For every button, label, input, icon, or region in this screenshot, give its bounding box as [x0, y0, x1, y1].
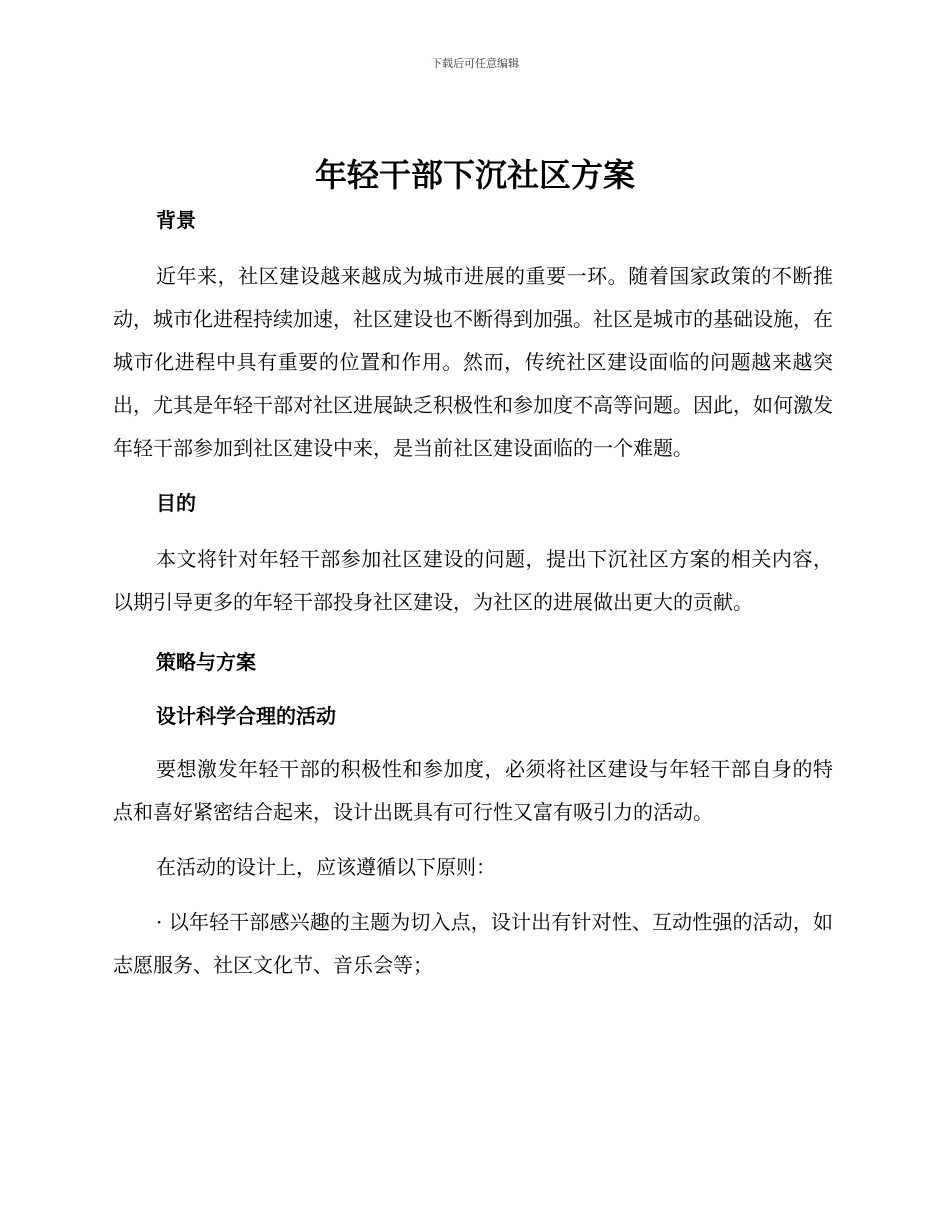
section-heading-activities: 设计科学合理的活动: [156, 704, 336, 728]
list-item: · 以年轻干部感兴趣的主题为切入点，设计出有针对性、互动性强的活动，如志愿服务、社区文化节、音乐会等；: [113, 910, 833, 977]
document-body: [113, 200, 833, 987]
document-title: 年轻干部下沉社区方案: [314, 156, 635, 194]
paragraph-purpose: 本文将针对年轻干部参加社区建设的问题，提出下沉社区方案的相关内容，以期引导更多的年轻干部投身社区建设，为社区的进展做出更大的贡献。: [113, 547, 833, 614]
paragraph-activities-1: 要想激发年轻干部的积极性和参加度，必须将社区建设与年轻干部自身的特点和喜好紧密结合起来，设计出既具有可行性又富有吸引力的活动。: [113, 757, 833, 824]
paragraph-activities-2: 在活动的设计上，应该遵循以下原则：: [156, 855, 496, 879]
header-note: 下载后可任意编辑: [431, 57, 519, 70]
paragraph-background: 近年来，社区建设越来越成为城市进展的重要一环。随着国家政策的不断推动，城市化进程持续加速，社区建设也不断得到加强。社区是城市的基础设施，在城市化进程中具有重要的位置和作用。然而，传统社区建设面临的问题越来越突出，尤其是年轻干部对社区进展缺乏积极性和参加度不高等问题。因此，如何激发年轻干部参加到社区建设中来，是当前社区建设面临的一个难题。: [113, 264, 833, 460]
section-heading-purpose: 目的: [156, 491, 196, 515]
section-heading-strategy: 策略与方案: [156, 650, 256, 674]
section-heading-background: 背景: [156, 208, 196, 232]
